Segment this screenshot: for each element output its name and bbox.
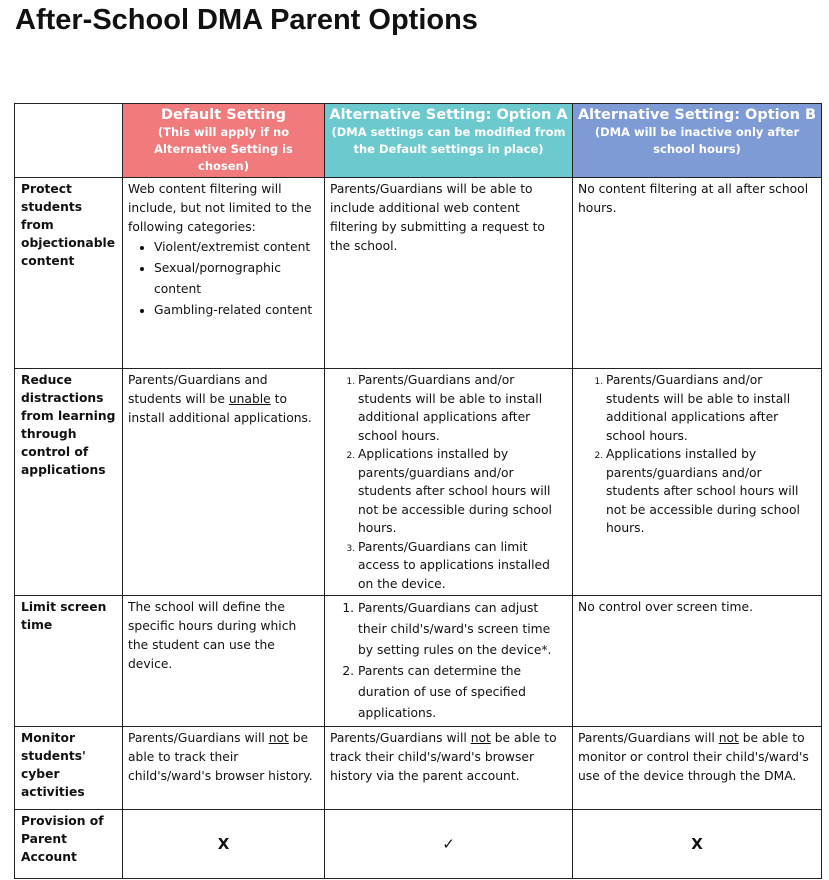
monitor-option-b-text-pre: Parents/Guardians will: [578, 731, 719, 745]
row-label-monitor: Monitor students' cyber activities: [15, 727, 123, 810]
table-row-apps: [15, 369, 822, 596]
monitor-default-text-pre: Parents/Guardians will: [128, 731, 269, 745]
screen-option-b-cell: No control over screen time.: [573, 596, 822, 727]
account-option-b-cell: X: [573, 810, 822, 879]
monitor-option-a-underline: not: [470, 731, 491, 745]
list-item: 1. Parents/Guardians and/or students will be able to install additional applications after school hours.: [358, 371, 567, 445]
monitor-default-text-post: be able to track their child's/ward's browser history.: [128, 731, 313, 783]
header-option-a-title: Alternative Setting: Option A: [329, 107, 568, 123]
monitor-option-b-text-post: be able to monitor or control their child's/ward's use of the device through the DMA.: [578, 731, 809, 783]
apps-default-cell: [123, 369, 325, 596]
content-default-cell: [123, 178, 325, 369]
header-default-subtitle: (This will apply if no Alternative Setting is chosen): [154, 125, 293, 173]
monitor-option-b-cell: [573, 727, 822, 810]
content-default-intro: Web content filtering will include, but not limited to the following categories:: [128, 182, 312, 234]
content-category-list: [128, 237, 319, 321]
list-item: 1. Parents/Guardians can adjust their child's/ward's screen time by setting rules on the device*.: [358, 598, 567, 661]
list-item: • Violent/extremist content: [154, 237, 319, 258]
apps-option-a-list: [330, 371, 567, 593]
header-option-b-subtitle: (DMA will be inactive only after school hours): [594, 125, 800, 156]
row-label-content: Protect students from objectionable content: [15, 178, 123, 369]
list-item: 3. Parents/Guardians can limit access to applications installed on the device.: [358, 538, 567, 594]
screen-option-a-list: [330, 598, 567, 724]
header-row: [15, 104, 822, 178]
row-label-screen: Limit screen time: [15, 596, 123, 727]
account-option-a-cell: ✓: [325, 810, 573, 879]
content-option-a-cell: Parents/Guardians will be able to include additional web content filtering by submitting a request to the school.: [325, 178, 573, 369]
monitor-option-b-underline: not: [718, 731, 739, 745]
page-title: After-School DMA Parent Options: [15, 4, 478, 36]
options-table: [14, 103, 822, 879]
row-label-apps: Reduce distractions from learning through control of applications: [15, 369, 123, 596]
list-item: 2. Parents can determine the duration of use of specified applications.: [358, 661, 567, 724]
screen-option-a-cell: [325, 596, 573, 727]
account-default-cell: X: [123, 810, 325, 879]
header-option-a-subtitle: (DMA settings can be modified from the Default settings in place): [331, 125, 566, 156]
apps-default-underline: unable: [228, 392, 271, 406]
content-option-b-cell: No content filtering at all after school hours.: [573, 178, 822, 369]
header-empty-cell: [15, 104, 123, 178]
header-option-b: [573, 104, 822, 178]
apps-default-text-pre: Parents/Guardians and students will be: [128, 373, 268, 406]
apps-default-text-post: to install additional applications.: [128, 392, 312, 425]
apps-option-b-list: [578, 371, 816, 538]
monitor-default-underline: not: [268, 731, 289, 745]
screen-default-cell: The school will define the specific hours during which the student can use the device.: [123, 596, 325, 727]
list-item: • Sexual/pornographic content: [154, 258, 319, 300]
table-row-monitor: [15, 727, 822, 810]
apps-option-b-cell: [573, 369, 822, 596]
monitor-option-a-cell: [325, 727, 573, 810]
monitor-default-cell: [123, 727, 325, 810]
header-option-a: [325, 104, 573, 178]
list-item: • Gambling-related content: [154, 300, 319, 321]
row-label-account: Provision of Parent Account: [15, 810, 123, 879]
apps-option-a-cell: [325, 369, 573, 596]
header-default: [123, 104, 325, 178]
table-row-content: [15, 178, 822, 369]
list-item: 2. Applications installed by parents/guardians and/or students after school hours will not be accessible during school hours.: [606, 445, 816, 538]
list-item: 1. Parents/Guardians and/or students will be able to install additional applications after school hours.: [606, 371, 816, 445]
table-row-screen: [15, 596, 822, 727]
header-default-title: Default Setting: [160, 107, 287, 123]
list-item: 2. Applications installed by parents/guardians and/or students after school hours will not be accessible during school hours.: [358, 445, 567, 538]
table-row-account: [15, 810, 822, 879]
monitor-option-a-text-post: be able to track their child's/ward's browser history via the parent account.: [330, 731, 557, 783]
header-option-b-title: Alternative Setting: Option B: [577, 107, 817, 123]
monitor-option-a-text-pre: Parents/Guardians will: [330, 731, 471, 745]
